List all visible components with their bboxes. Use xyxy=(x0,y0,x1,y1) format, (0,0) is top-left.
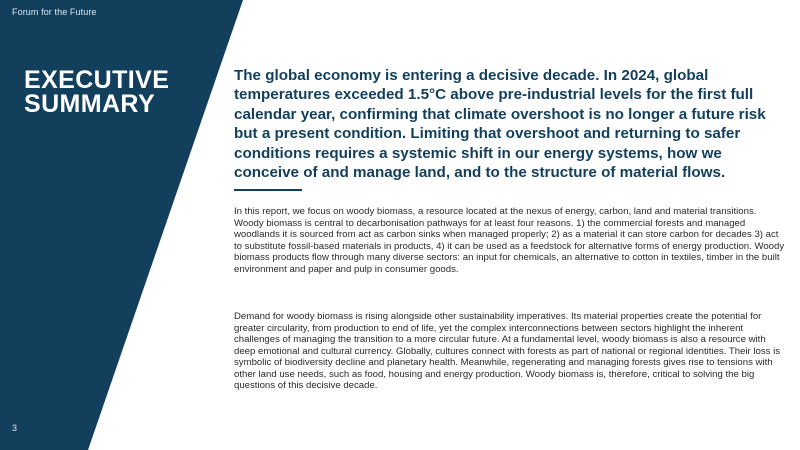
body-paragraph-2: Demand for woody biomass is rising alongside other sustainability imperatives. Its material properties create the potential for greater circularity, from production to end of life, yet the complex interconnections between sectors highlight the inherent challenges of managing the transition to a more circular future. At a fundamental level, woody biomass is also a resource with deep emotional and cultural currency. Globally, cultures connect with forests as part of national or regional identities. Their loss is symbolic of biodiversity decline and planetary health. Meanwhile, regenerating and managing forests gives rise to tensions with other land use needs, such as food, housing and energy production. Woody biomass is, therefore, critical to solving the big questions of this decisive decade. xyxy=(234,311,781,391)
divider-rule xyxy=(234,189,302,191)
page-number: 3 xyxy=(12,423,18,433)
body-paragraph-1: In this report, we focus on woody biomass, a resource located at the nexus of energy, carbon, land and material transitions. Woody biomass is central to decarbonisation pathways for at least four reasons. 1) the commercial forests and managed woodlands it is sourced from act as carbon sinks when managed properly; 2) as a material it can store carbon for decades 3) act to substitute fossil-based materials in products, 4) it can be used as a feedstock for alternative forms of energy production. Woody biomass products flow through many diverse sectors: an input for chemicals, an alternative to cotton in textiles, timber in the built environment and paper and pulp in consumer goods. xyxy=(234,206,785,275)
lead-paragraph: The global economy is entering a decisive decade. In 2024, global temperatures exceeded 1.5°C above pre-industrial levels for the first full calendar year, confirming that climate overshoot is no longer a future risk but a present condition. Limiting that overshoot and returning to safer conditions requires a systemic shift in our energy systems, how we conceive of and manage land, and to the structure of material flows. xyxy=(234,67,766,182)
section-title: EXECUTIVE SUMMARY xyxy=(24,66,170,118)
organization-name: Forum for the Future xyxy=(12,7,97,17)
